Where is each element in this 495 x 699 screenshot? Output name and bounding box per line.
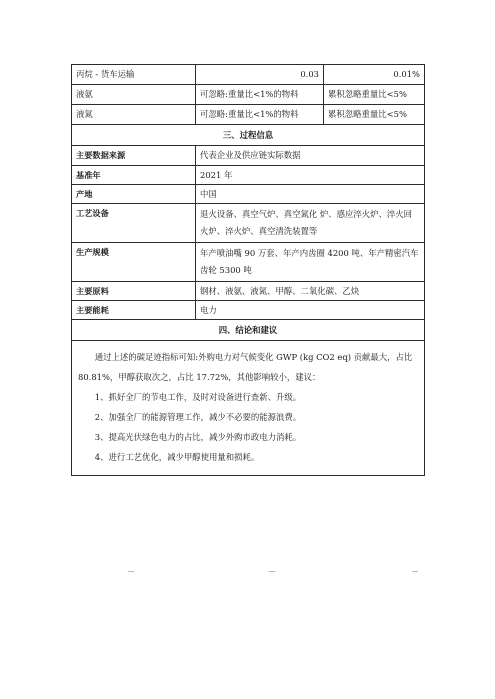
field-value: 2021 年 [196, 166, 425, 185]
conclusion-cell [72, 341, 425, 476]
conclusion-intro: 通过上述的碳足迹指标可知:外购电力对气候变化 GWP (kg CO2 eq) 贡献最大，占比 80.81%，甲醇获取次之，占比 17.72%，其他影响较小，建议： [78, 352, 413, 382]
field-label: 主要数据来源 [72, 146, 196, 166]
material-value: 可忽略:重量比<1%的物料 [196, 105, 324, 125]
section-header-row [72, 320, 425, 341]
suggestion-item: 4、进行工艺优化，减少甲醇使用量和损耗。 [94, 452, 260, 462]
field-label: 产地 [72, 185, 196, 204]
material-percent: 累积忽略重量比<5% [324, 85, 425, 105]
suggestion-item: 1、抓好全厂的节电工作，及时对设备进行查新、升级。 [94, 392, 302, 402]
material-label: 液氮 [72, 105, 196, 125]
field-value: 年产喷油嘴 90 万套、年产内齿圈 4200 吨、年产精密汽车齿轮 5300 吨 [196, 243, 425, 282]
table-row [72, 282, 425, 301]
section-header-row [72, 125, 425, 146]
table-row [72, 301, 425, 320]
table-row [72, 185, 425, 204]
section-title-process: 三、过程信息 [72, 125, 425, 146]
material-value: 可忽略:重量比<1%的物料 [196, 85, 324, 105]
scan-mark [412, 571, 418, 572]
table-row [72, 105, 425, 125]
section-title-conclusion: 四、结论和建议 [72, 320, 425, 341]
field-label: 基准年 [72, 166, 196, 185]
field-label: 主要原料 [72, 282, 196, 301]
field-value: 中国 [196, 185, 425, 204]
field-label: 主要能耗 [72, 301, 196, 320]
report-table [71, 64, 425, 476]
table-row [72, 204, 425, 243]
field-label: 工艺设备 [72, 204, 196, 243]
table-row [72, 65, 425, 85]
material-label: 丙烷 - 货车运输 [72, 65, 196, 85]
field-value: 代表企业及供应链实际数据 [196, 146, 425, 166]
scan-mark [128, 571, 134, 572]
material-percent: 累积忽略重量比<5% [324, 105, 425, 125]
table-row [72, 85, 425, 105]
field-value: 钢材、液氨、液氮、甲醇、二氧化碳、乙炔 [196, 282, 425, 301]
table-row [72, 146, 425, 166]
material-value: 0.03 [196, 65, 324, 85]
field-value: 退火设备、真空气炉、真空氮化 炉、感应淬火炉、淬火回火炉、淬火炉、真空清洗装置等 [196, 204, 425, 243]
scan-mark [269, 571, 275, 572]
field-label: 生产规模 [72, 243, 196, 282]
material-label: 液氨 [72, 85, 196, 105]
table-row [72, 166, 425, 185]
suggestion-item: 3、提高光伏绿色电力的占比，减少外购市政电力消耗。 [94, 432, 302, 442]
conclusion-row [72, 341, 425, 476]
suggestion-item: 2、加强全厂的能源管理工作，减少不必要的能源浪费。 [94, 412, 302, 422]
material-percent: 0.01% [324, 65, 425, 85]
field-value: 电力 [196, 301, 425, 320]
table-row [72, 243, 425, 282]
